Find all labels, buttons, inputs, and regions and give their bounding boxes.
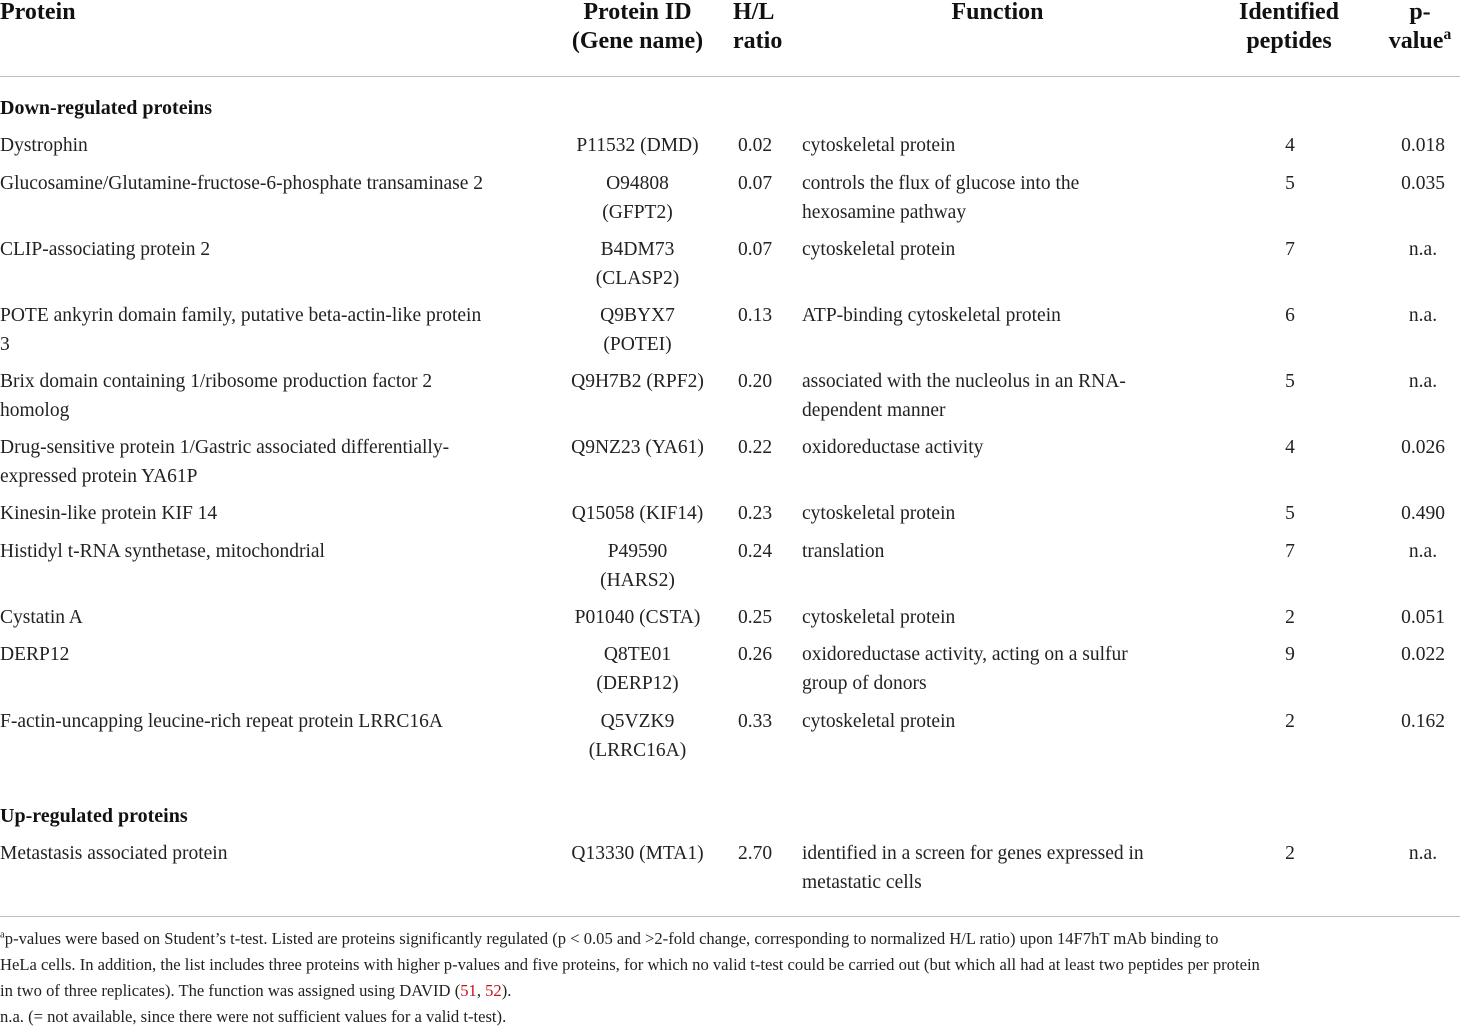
protein-id-cell: Q9H7B2 (RPF2) — [571, 371, 704, 392]
section-label-down-regulated: Down-regulated proteins — [0, 97, 213, 119]
protein-id-cell: P11532 (DMD) — [576, 135, 699, 156]
function-cell: translation — [802, 541, 885, 562]
protein-id-cell: B4DM73 (CLASP2) — [595, 239, 680, 289]
p-value-cell: 0.022 — [1401, 644, 1445, 665]
protein-id-cell: Q9NZ23 (YA61) — [571, 437, 704, 458]
identified-peptides-cell: 5 — [1285, 173, 1295, 194]
p-value-cell: n.a. — [1408, 239, 1438, 260]
identified-peptides-cell: 5 — [1285, 371, 1295, 392]
protein-id-cell: Q15058 (KIF14) — [571, 503, 704, 524]
hl-ratio-cell: 0.07 — [738, 173, 773, 194]
protein-name-cell: DERP12 — [0, 644, 70, 665]
protein-name-cell: Metastasis associated protein — [0, 843, 228, 864]
protein-name-cell: Glucosamine/Glutamine-fructose-6-phosphate transaminase 2 — [0, 173, 484, 194]
section-label-up-regulated: Up-regulated proteins — [0, 805, 188, 827]
hl-ratio-cell: 0.22 — [738, 437, 773, 458]
hl-ratio-cell: 2.70 — [738, 843, 773, 864]
identified-peptides-cell: 7 — [1285, 239, 1295, 260]
hl-ratio-cell: 0.20 — [738, 371, 773, 392]
protein-name-cell: Drug-sensitive protein 1/Gastric associated differentially- expressed protein YA61P — [0, 437, 450, 487]
p-value-cell: 0.051 — [1401, 607, 1445, 628]
footnote: $^a$p-values were based on Student’s t-test. Listed are proteins significantly regulated (p < 0.05 and >2-fold change, corresponding to normalized H/L ratio) upon 14F7hT mAb binding to HeLa cells. In addition, the list includes three proteins with higher p-values and five proteins, for which no valid t-test could be carried out (but which all had at least two peptides per protein in two of three replicates). The function was assigned using DAVID (51, 52). n.a. (= not available, since there were not sufficient values for a valid t-test). — [0, 926, 1460, 1030]
function-cell: oxidoreductase activity — [802, 437, 984, 458]
p-value-cell: 0.026 — [1401, 437, 1445, 458]
p-value-cell: 0.035 — [1401, 173, 1445, 194]
col-header-p-value: p- value$^a$ — [1388, 0, 1452, 54]
p-value-cell: 0.018 — [1401, 135, 1445, 156]
hl-ratio-cell: 0.02 — [738, 135, 773, 156]
col-header-function: Function — [951, 0, 1044, 25]
protein-id-cell: P01040 (CSTA) — [574, 607, 701, 628]
reference-link[interactable]: 52 — [485, 981, 502, 1000]
function-cell: ATP-binding cytoskeletal protein — [802, 305, 1061, 326]
function-cell: cytoskeletal protein — [802, 135, 956, 156]
identified-peptides-cell: 9 — [1285, 644, 1295, 665]
footer-rule — [0, 916, 1460, 917]
col-header-protein: Protein — [0, 0, 76, 25]
identified-peptides-cell: 2 — [1285, 607, 1295, 628]
p-value-cell: 0.162 — [1401, 711, 1445, 732]
function-cell: controls the flux of glucose into the hexosamine pathway — [802, 173, 1080, 223]
protein-name-cell: F-actin-uncapping leucine-rich repeat protein LRRC16A — [0, 711, 443, 732]
protein-name-cell: Dystrophin — [0, 135, 88, 156]
protein-name-cell: CLIP-associating protein 2 — [0, 239, 211, 260]
reference-link[interactable]: 51 — [460, 981, 477, 1000]
hl-ratio-cell: 0.26 — [738, 644, 773, 665]
identified-peptides-cell: 4 — [1285, 437, 1295, 458]
function-cell: associated with the nucleolus in an RNA- dependent manner — [802, 371, 1126, 421]
header-rule — [0, 76, 1460, 77]
function-cell: cytoskeletal protein — [802, 711, 956, 732]
hl-ratio-cell: 0.13 — [738, 305, 773, 326]
p-value-cell: 0.490 — [1401, 503, 1445, 524]
protein-id-cell: Q5VZK9 (LRRC16A) — [588, 711, 687, 761]
protein-id-cell: O94808 (GFPT2) — [602, 173, 673, 223]
p-value-cell: n.a. — [1408, 541, 1438, 562]
identified-peptides-cell: 2 — [1285, 843, 1295, 864]
function-cell: oxidoreductase activity, acting on a sulfur group of donors — [802, 644, 1128, 694]
protein-name-cell: Histidyl t-RNA synthetase, mitochondrial — [0, 541, 325, 562]
identified-peptides-cell: 6 — [1285, 305, 1295, 326]
footnote-na: n.a. (= not available, since there were not sufficient values for a valid t-test). — [0, 1007, 507, 1026]
hl-ratio-cell: 0.25 — [738, 607, 773, 628]
col-header-protein-id: Protein ID (Gene name) — [571, 0, 704, 54]
p-value-cell: n.a. — [1408, 371, 1438, 392]
identified-peptides-cell: 2 — [1285, 711, 1295, 732]
p-value-cell: n.a. — [1408, 843, 1438, 864]
protein-id-cell: Q13330 (MTA1) — [571, 843, 704, 864]
function-cell: cytoskeletal protein — [802, 239, 956, 260]
p-value-cell: n.a. — [1408, 305, 1438, 326]
identified-peptides-cell: 5 — [1285, 503, 1295, 524]
hl-ratio-cell: 0.23 — [738, 503, 773, 524]
hl-ratio-cell: 0.33 — [738, 711, 773, 732]
col-header-identified-peptides: Identified peptides — [1238, 0, 1339, 54]
function-cell: cytoskeletal protein — [802, 503, 956, 524]
hl-ratio-cell: 0.07 — [738, 239, 773, 260]
hl-ratio-cell: 0.24 — [738, 541, 773, 562]
protein-id-cell: P49590 (HARS2) — [600, 541, 675, 591]
identified-peptides-cell: 7 — [1285, 541, 1295, 562]
function-cell: identified in a screen for genes expressed in metastatic cells — [802, 843, 1144, 893]
protein-id-cell: Q8TE01 (DERP12) — [596, 644, 679, 694]
protein-id-cell: Q9BYX7 (POTEI) — [600, 305, 675, 355]
protein-name-cell: Brix domain containing 1/ribosome production factor 2 homolog — [0, 371, 433, 421]
col-header-hl-ratio: H/L ratio — [733, 0, 783, 54]
protein-name-cell: Kinesin-like protein KIF 14 — [0, 503, 218, 524]
protein-name-cell: POTE ankyrin domain family, putative beta-actin-like protein 3 — [0, 305, 482, 355]
identified-peptides-cell: 4 — [1285, 135, 1295, 156]
protein-name-cell: Cystatin A — [0, 607, 83, 628]
function-cell: cytoskeletal protein — [802, 607, 956, 628]
